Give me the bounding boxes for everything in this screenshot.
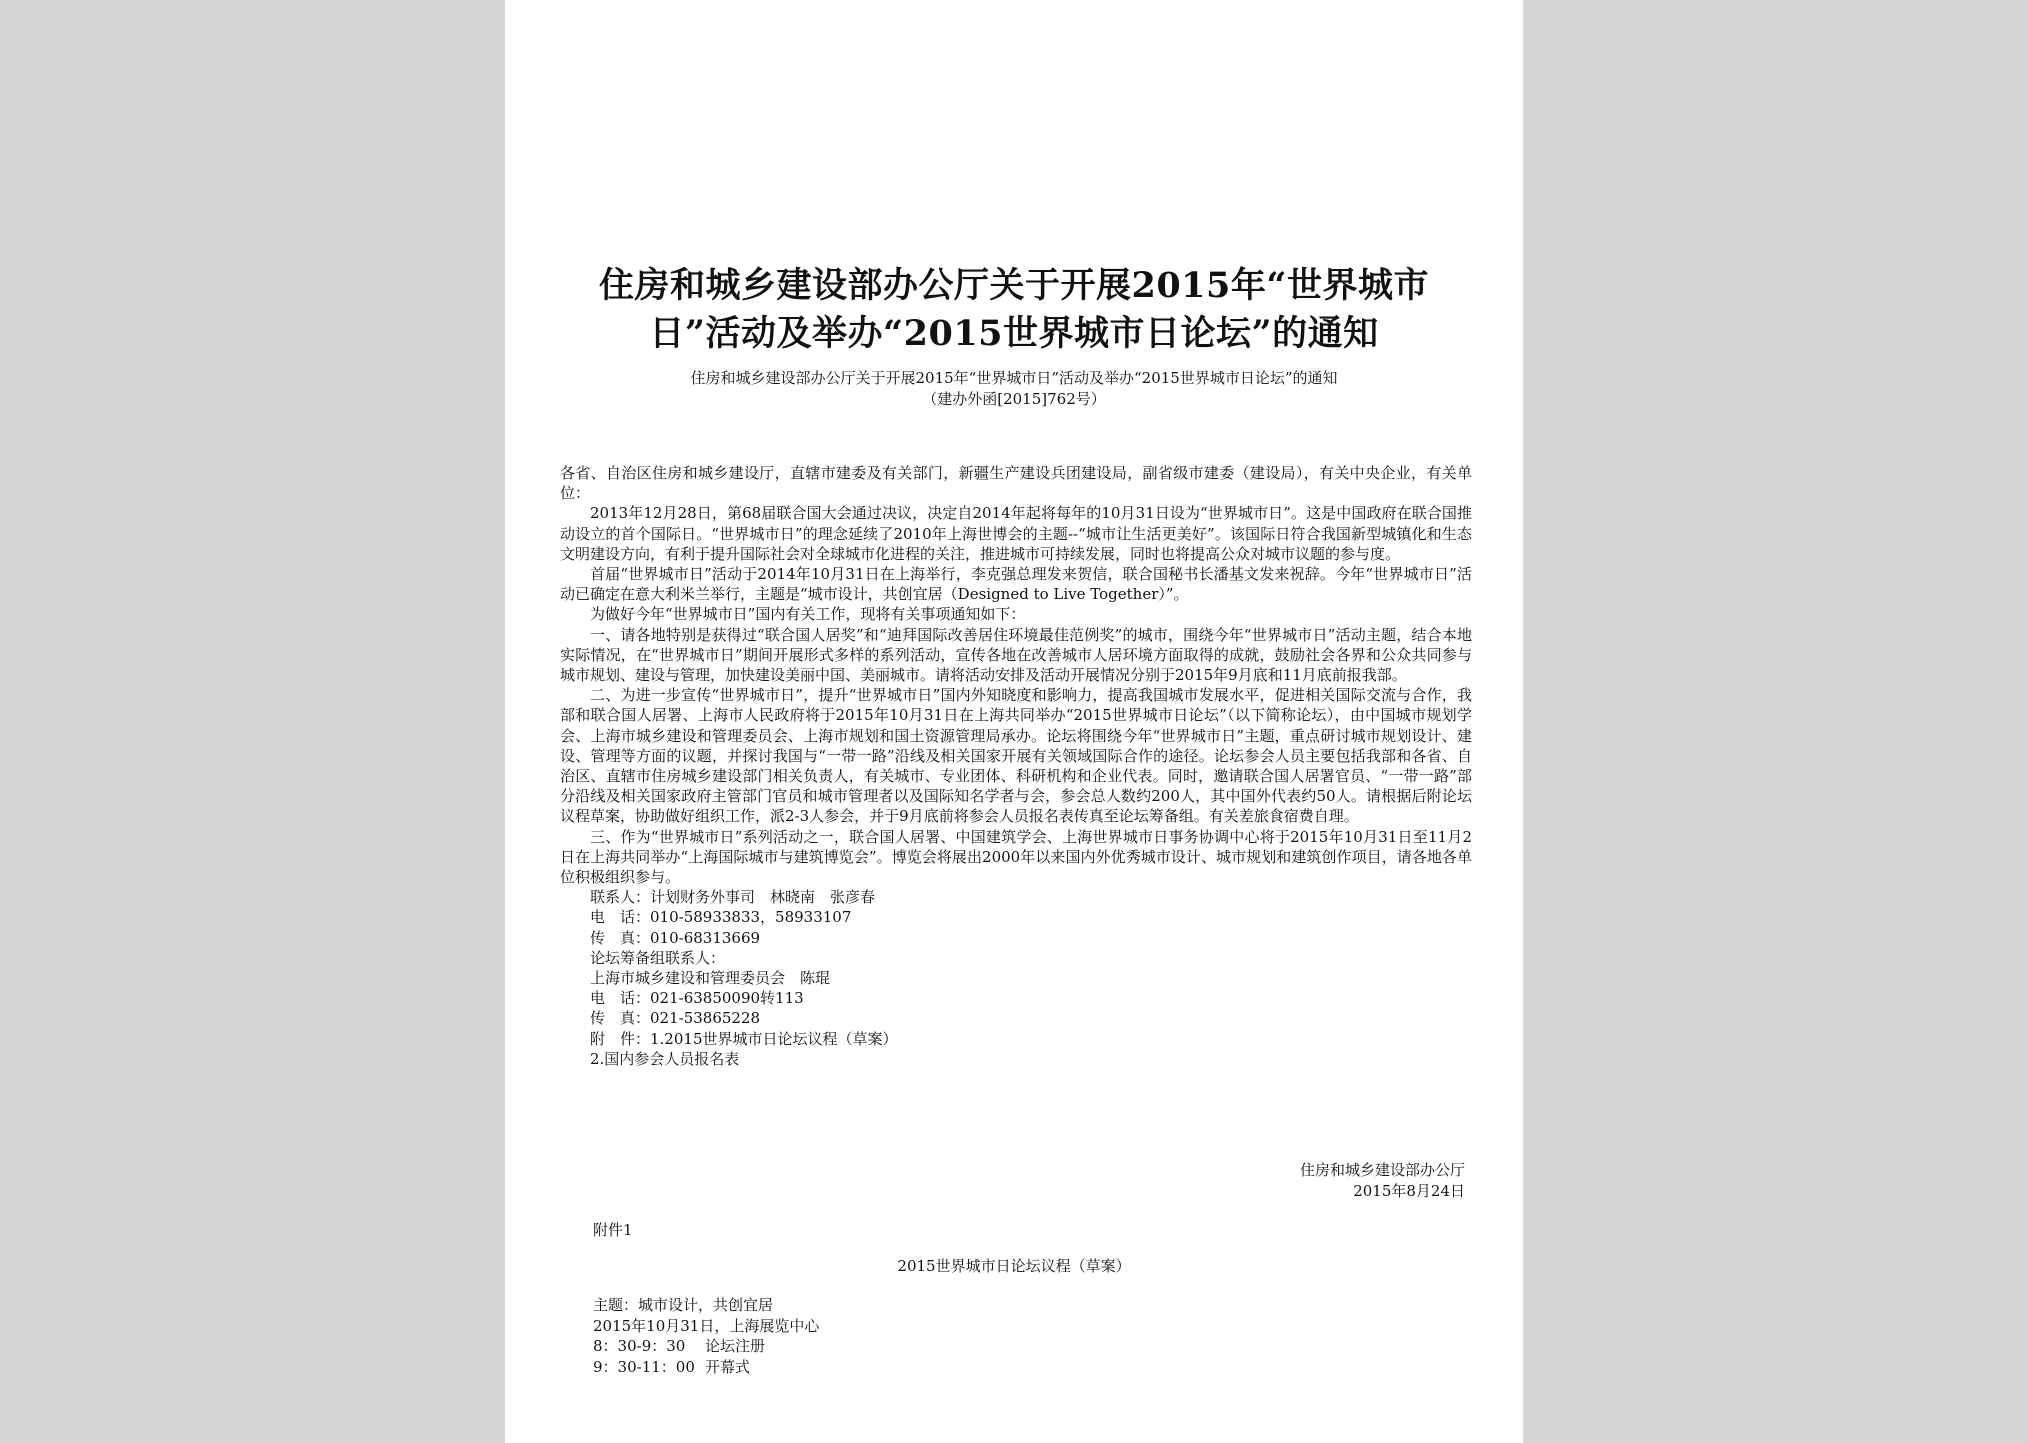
document-subtitle [505,368,1523,410]
paragraph-1: 2013年12月28日，第68届联合国大会通过决议，决定自2014年起将每年的10月31日设为“世界城市日”。这是中国政府在联合国推动设立的首个国际日。“世界城市日”的理念延续了2010年上海世博会的主题--“城市让生活更美好”。该国际日符合我国新型城镇化和生态文明建设方向，有利于提升国际社会对全球城市化进程的关注，推进城市可持续发展，同时也将提高公众对城市议题的参与度。 [560,504,1472,563]
signature-date: 2015年8月24日 [1353,1182,1465,1200]
signature-org: 住房和城乡建设部办公厅 [1299,1161,1465,1179]
agenda-time: 8：30-9：30 [593,1337,686,1355]
agenda-title: 2015世界城市日论坛议程（草案） [897,1257,1131,1275]
agenda [593,1295,819,1377]
document-body [560,463,1472,1069]
paragraph-6: 三、作为“世界城市日”系列活动之一，联合国人居署、中国建筑学会、上海世界城市日事务协调中心将于2015年10月31日至11月2日在上海共同举办“上海国际城市与建筑博览会”。博览会将展出2000年以来国内外优秀城市设计、城市规划和建筑创作项目，请各地各单位积极组织参与。 [560,827,1472,887]
contact-line: 论坛筹备组联系人： [590,948,726,967]
agenda-date-place: 2015年10月31日，上海展览中心 [593,1316,820,1335]
agenda-item: 开幕式 [705,1357,751,1376]
paragraph-5: 二、为进一步宣传“世界城市日”，提升“世界城市日”国内外知晓度和影响力，提高我国城市发展水平，促进相关国际交流与合作，我部和联合国人居署、上海市人民政府将于2015年10月31日在上海共同举办“2015世界城市日论坛”（以下简称论坛），由中国城市规划学会、上海市城乡建设和管理委员会、上海市规划和国土资源管理局承办。论坛将围绕今年“世界城市日”主题，重点研讨城市规划设计、建设、管理等方面的议题，并探讨我国与“一带一路”沿线及相关国家开展有关领域国际合作的途径。论坛参会人员主要包括我部和各省、自治区、直辖市住房城乡建设部门相关负责人，有关城市、专业团体、科研机构和企业代表。同时，邀请联合国人居署官员、“一带一路”部分沿线及相关国家政府主管部门官员和城市管理者以及国际知名学者与会，参会总人数约200人，其中国外代表约50人。请根据后附论坛议程草案，协助做好组织工作，派2-3人参会，并于9月底前将参会人员报名表传真至论坛筹备组。有关差旅食宿费自理。 [560,686,1472,826]
document-title [505,262,1523,358]
contact-line: 电 话：021-63850090转113 [590,989,804,1008]
contact-line: 联系人：计划财务外事司 林晓南 张彦春 [590,888,876,907]
contact-line: 传 真：021-53865228 [590,1009,761,1028]
attachment-label: 附件1 [593,1221,633,1239]
addressee: 各省、自治区住房和城乡建设厅，直辖市建委及有关部门，新疆生产建设兵团建设局，副省级市建委（建设局），有关中央企业，有关单位： [560,464,1472,503]
agenda-row [593,1357,819,1378]
paragraph-4: 一、请各地特别是获得过“联合国人居奖”和“迪拜国际改善居住环境最佳范例奖”的城市，围绕今年“世界城市日”活动主题，结合本地实际情况，在“世界城市日”期间开展形式多样的系列活动，宣传各地在改善城市人居环境方面取得的成就，鼓励社会各界和公众共同参与城市规划、建设与管理，加快建设美丽中国、美丽城市。请将活动安排及活动开展情况分别于2015年9月底和11月底前报我部。 [560,625,1472,685]
contact-line: 上海市城乡建设和管理委员会 陈琨 [590,969,831,988]
agenda-row [593,1336,819,1357]
subtitle-line-1: 住房和城乡建设部办公厅关于开展2015年“世界城市日”活动及举办“2015世界城市日论坛”的通知 [690,369,1338,387]
contact-line: 传 真：010-68313669 [590,928,761,947]
paragraph-3: 为做好今年“世界城市日”国内有关工作，现将有关事项通知如下： [590,605,1026,624]
agenda-time: 9：30-11：00 [593,1357,695,1376]
agenda-theme: 主题：城市设计，共创宜居 [593,1296,774,1314]
title-line-2: 日”活动及举办“2015世界城市日论坛”的通知 [649,313,1379,354]
paragraph-2: 首届“世界城市日”活动于2014年10月31日在上海举行，李克强总理发来贺信，联合国秘书长潘基文发来祝辞。今年“世界城市日”活动已确定在意大利米兰举行，主题是“城市设计，共创宜居（Designed to Live Together）”。 [560,565,1472,604]
document-number: （建办外函[2015]762号） [922,390,1106,408]
signature-block [1300,1160,1465,1202]
title-line-1: 住房和城乡建设部办公厅关于开展2015年“世界城市 [598,265,1430,306]
contact-line: 2.国内参会人员报名表 [590,1049,740,1068]
contact-line: 附 件：1.2015世界城市日论坛议程（草案） [590,1029,898,1048]
contact-line: 电 话：010-58933833，58933107 [590,908,852,927]
agenda-item: 论坛注册 [705,1337,766,1355]
document-page [505,0,1523,1443]
